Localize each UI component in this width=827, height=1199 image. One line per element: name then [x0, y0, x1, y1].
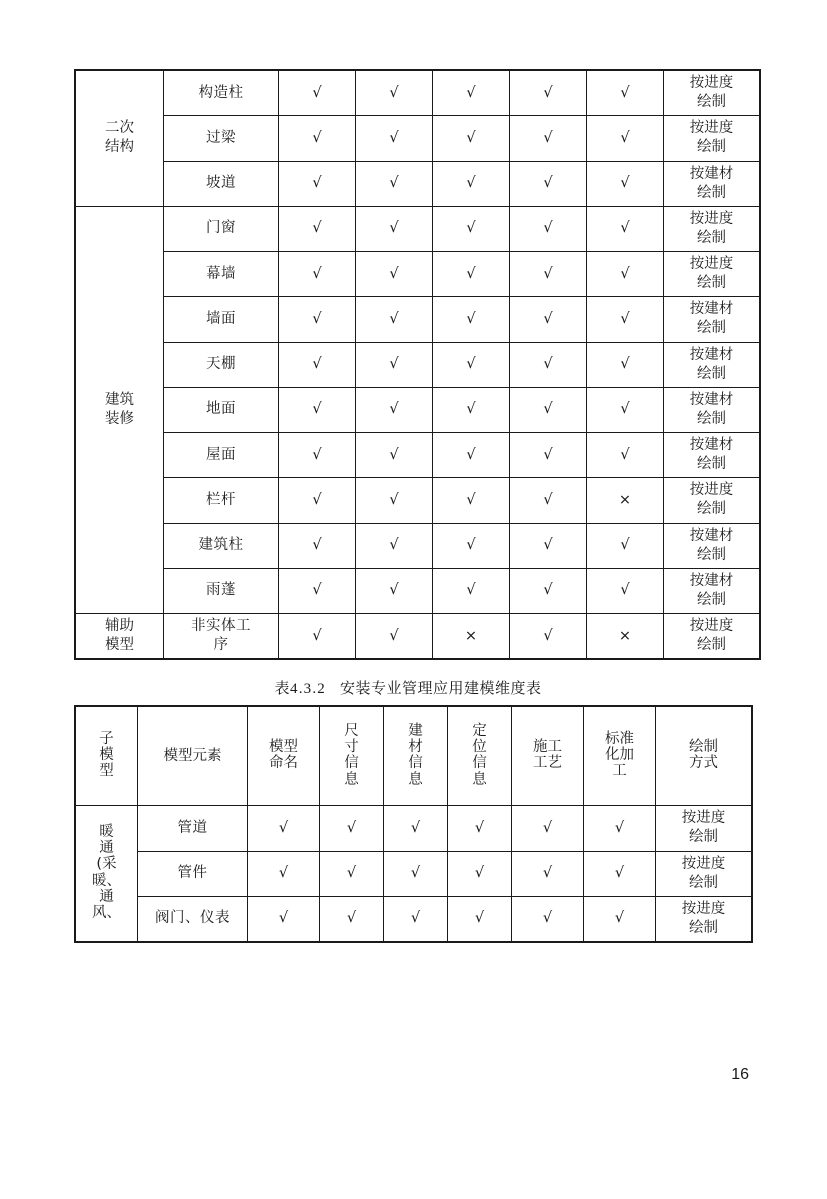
method-line: 绘制 — [689, 829, 718, 846]
mark-cell: √ — [279, 206, 356, 251]
caption-number: 4.3.2 — [290, 681, 326, 698]
vertical-text: 绘制 方式 — [689, 739, 718, 772]
drawing-method — [656, 896, 752, 941]
method-line: 绘制 — [697, 546, 726, 563]
method-line: 按建材 — [689, 301, 734, 318]
rowgroup-label-line: 建筑 — [105, 391, 134, 408]
page-number: 16 — [731, 1066, 749, 1083]
mark-cell: √ — [510, 387, 587, 432]
rowgroup-label-line: 辅助 — [105, 618, 134, 634]
rowgroup-label-line: 模型 — [105, 637, 134, 654]
mark-cell: √ — [433, 387, 510, 432]
element-name: 构造柱 — [164, 71, 279, 116]
mark-cell: √ — [510, 433, 587, 478]
mark-cell: √ — [587, 116, 664, 161]
drawing-method — [656, 806, 752, 851]
method-line: 绘制 — [697, 637, 726, 654]
method-line: 按进度 — [689, 618, 734, 634]
drawing-method — [664, 478, 760, 523]
mark-cell: √ — [584, 851, 656, 896]
element-name: 过梁 — [164, 116, 279, 161]
column-header-standardized-fabrication — [584, 707, 656, 806]
mark-cell: √ — [512, 806, 584, 851]
mark-cell: √ — [587, 161, 664, 206]
rowgroup-label-line: 装修 — [105, 410, 134, 427]
method-line: 绘制 — [697, 591, 726, 608]
vertical-text: 定 位 信 息 — [472, 722, 487, 788]
table2-header — [76, 707, 752, 806]
mark-cell: √ — [279, 297, 356, 342]
mark-cell: √ — [248, 896, 320, 941]
mark-cell: √ — [279, 614, 356, 659]
mark-cell: √ — [433, 206, 510, 251]
mark-cell: √ — [587, 252, 664, 297]
mark-cell: √ — [587, 297, 664, 342]
vertical-text: 标准 化加 工 — [605, 730, 634, 780]
table-row — [76, 206, 760, 251]
table-row — [76, 478, 760, 523]
mark-cell: √ — [356, 614, 433, 659]
rowgroup-label-architectural-finishing — [76, 206, 164, 613]
mark-cell: √ — [433, 433, 510, 478]
column-header-location-info — [448, 707, 512, 806]
method-line: 绘制 — [697, 139, 726, 156]
method-line: 绘制 — [697, 229, 726, 246]
method-line: 绘制 — [697, 501, 726, 518]
drawing-method — [664, 252, 760, 297]
mark-cell: √ — [587, 342, 664, 387]
table-header-row — [76, 707, 752, 806]
vertical-text: 子 模 型 — [99, 730, 114, 780]
mark-cell: √ — [356, 568, 433, 613]
mark-cell: √ — [356, 71, 433, 116]
mark-cell: √ — [384, 851, 448, 896]
mark-cell: √ — [510, 116, 587, 161]
mark-cell: √ — [584, 806, 656, 851]
mark-cell: √ — [356, 523, 433, 568]
table2-body — [76, 806, 752, 942]
table-row — [76, 342, 760, 387]
method-line: 按进度 — [681, 810, 726, 827]
mark-cell: √ — [433, 523, 510, 568]
method-line: 绘制 — [697, 275, 726, 292]
element-name-line: 非实体工 — [191, 618, 251, 634]
table-row — [76, 387, 760, 432]
mark-cell: √ — [279, 568, 356, 613]
method-line: 按进度 — [681, 900, 726, 917]
method-line: 绘制 — [697, 184, 726, 201]
drawing-method — [656, 851, 752, 896]
vertical-text: 建 材 信 息 — [408, 722, 423, 788]
mark-cell: √ — [279, 116, 356, 161]
mark-cell: √ — [279, 342, 356, 387]
column-header-construction-process — [512, 707, 584, 806]
mark-cell: × — [587, 614, 664, 659]
drawing-method — [664, 433, 760, 478]
element-name: 管件 — [138, 851, 248, 896]
drawing-method — [664, 568, 760, 613]
method-line: 按建材 — [689, 391, 734, 408]
table-row — [76, 161, 760, 206]
element-name-line: 序 — [213, 637, 229, 654]
table-row — [76, 851, 752, 896]
element-name: 管道 — [138, 806, 248, 851]
vertical-text: 施工 工艺 — [533, 739, 562, 772]
element-name: 建筑柱 — [164, 523, 279, 568]
drawing-method — [664, 206, 760, 251]
page-content — [75, 70, 741, 942]
method-line: 按进度 — [689, 210, 734, 227]
rowgroup-label-line: 二次 — [105, 120, 134, 137]
element-name: 幕墙 — [164, 252, 279, 297]
table-row — [76, 116, 760, 161]
mark-cell: √ — [279, 478, 356, 523]
mark-cell: √ — [279, 252, 356, 297]
element-name: 阀门、仪表 — [138, 896, 248, 941]
mark-cell: √ — [320, 851, 384, 896]
rowgroup-label-secondary-structure — [76, 71, 164, 207]
mark-cell: √ — [510, 71, 587, 116]
mark-cell: √ — [279, 71, 356, 116]
mark-cell: √ — [356, 116, 433, 161]
table-row — [76, 297, 760, 342]
method-line: 绘制 — [697, 365, 726, 382]
mark-cell: √ — [510, 252, 587, 297]
mark-cell: √ — [510, 342, 587, 387]
element-name: 坡道 — [164, 161, 279, 206]
mark-cell: × — [433, 614, 510, 659]
caption-prefix: 表 — [274, 679, 290, 698]
mark-cell: √ — [510, 161, 587, 206]
mark-cell: √ — [433, 568, 510, 613]
mark-cell: √ — [587, 387, 664, 432]
mark-cell: √ — [356, 387, 433, 432]
table-row — [76, 433, 760, 478]
element-name: 门窗 — [164, 206, 279, 251]
drawing-method — [664, 342, 760, 387]
element-name: 栏杆 — [164, 478, 279, 523]
table-row — [76, 614, 760, 659]
column-header-model-element — [138, 707, 248, 806]
method-line: 按进度 — [689, 75, 734, 91]
mark-cell: √ — [510, 568, 587, 613]
rowgroup-label-hvac — [76, 806, 138, 942]
mark-cell: √ — [248, 806, 320, 851]
table-row — [76, 71, 760, 116]
mark-cell: √ — [448, 896, 512, 941]
column-header-drawing-method — [656, 707, 752, 806]
table-row — [76, 806, 752, 851]
mark-cell: √ — [587, 71, 664, 116]
mark-cell: √ — [433, 71, 510, 116]
method-line: 按进度 — [689, 120, 734, 137]
drawing-method — [664, 523, 760, 568]
vertical-text: 暖 通 (采 暖、 通 风、 — [92, 823, 121, 922]
drawing-method — [664, 387, 760, 432]
element-name: 雨蓬 — [164, 568, 279, 613]
method-line: 绘制 — [697, 320, 726, 337]
method-line: 按建材 — [689, 572, 734, 589]
mark-cell: √ — [587, 568, 664, 613]
mark-cell: √ — [384, 806, 448, 851]
table-row — [76, 896, 752, 941]
mark-cell: √ — [279, 433, 356, 478]
mark-cell: √ — [356, 478, 433, 523]
column-header-dimension-info — [320, 707, 384, 806]
mark-cell: √ — [320, 896, 384, 941]
mark-cell: √ — [448, 806, 512, 851]
mark-cell: √ — [448, 851, 512, 896]
method-line: 按建材 — [689, 346, 734, 363]
drawing-method — [664, 116, 760, 161]
mark-cell: √ — [510, 206, 587, 251]
mark-cell: √ — [279, 161, 356, 206]
mark-cell: √ — [587, 433, 664, 478]
mark-cell: √ — [356, 252, 433, 297]
vertical-text: 模型元素 — [163, 747, 222, 764]
mark-cell: √ — [512, 851, 584, 896]
drawing-method — [664, 161, 760, 206]
mark-cell: √ — [248, 851, 320, 896]
table1-body — [76, 71, 760, 659]
installation-modeling-dimension-table — [75, 706, 752, 942]
mark-cell: √ — [587, 523, 664, 568]
method-line: 按进度 — [689, 256, 734, 272]
column-header-sub-model — [76, 707, 138, 806]
modeling-dimension-table-continued — [75, 70, 760, 659]
table-row — [76, 523, 760, 568]
mark-cell: √ — [512, 896, 584, 941]
rowgroup-label-line: 结构 — [105, 139, 134, 156]
method-line: 绘制 — [689, 919, 718, 936]
table-caption-4-3-2 — [75, 677, 741, 698]
mark-cell: √ — [356, 161, 433, 206]
method-line: 绘制 — [697, 456, 726, 473]
table-row — [76, 252, 760, 297]
mark-cell: √ — [587, 206, 664, 251]
mark-cell: √ — [433, 161, 510, 206]
method-line: 按建材 — [689, 165, 734, 182]
vertical-text: 模型 命名 — [269, 739, 298, 772]
method-line: 绘制 — [697, 410, 726, 427]
caption-title: 安装专业管理应用建模维度表 — [340, 679, 542, 698]
mark-cell: √ — [433, 252, 510, 297]
mark-cell: √ — [433, 478, 510, 523]
method-line: 按进度 — [689, 482, 734, 499]
mark-cell: √ — [356, 342, 433, 387]
mark-cell: √ — [584, 896, 656, 941]
mark-cell: √ — [279, 523, 356, 568]
table-row — [76, 568, 760, 613]
mark-cell: √ — [433, 342, 510, 387]
element-name: 屋面 — [164, 433, 279, 478]
element-name — [164, 614, 279, 659]
mark-cell: √ — [356, 433, 433, 478]
mark-cell: √ — [384, 896, 448, 941]
mark-cell: √ — [356, 206, 433, 251]
mark-cell: √ — [510, 478, 587, 523]
method-line: 按建材 — [689, 527, 734, 544]
mark-cell: √ — [510, 297, 587, 342]
element-name: 地面 — [164, 387, 279, 432]
vertical-text: 尺 寸 信 息 — [344, 722, 359, 788]
method-line: 按进度 — [681, 855, 726, 872]
drawing-method — [664, 614, 760, 659]
method-line: 绘制 — [689, 874, 718, 891]
drawing-method — [664, 71, 760, 116]
mark-cell: √ — [433, 297, 510, 342]
mark-cell: √ — [510, 614, 587, 659]
method-line: 绘制 — [697, 94, 726, 111]
element-name: 墙面 — [164, 297, 279, 342]
rowgroup-label-auxiliary-model — [76, 614, 164, 659]
column-header-material-info — [384, 707, 448, 806]
mark-cell: × — [587, 478, 664, 523]
mark-cell: √ — [433, 116, 510, 161]
method-line: 按建材 — [689, 437, 734, 453]
drawing-method — [664, 297, 760, 342]
mark-cell: √ — [356, 297, 433, 342]
mark-cell: √ — [510, 523, 587, 568]
column-header-model-naming — [248, 707, 320, 806]
mark-cell: √ — [320, 806, 384, 851]
element-name: 天棚 — [164, 342, 279, 387]
mark-cell: √ — [279, 387, 356, 432]
